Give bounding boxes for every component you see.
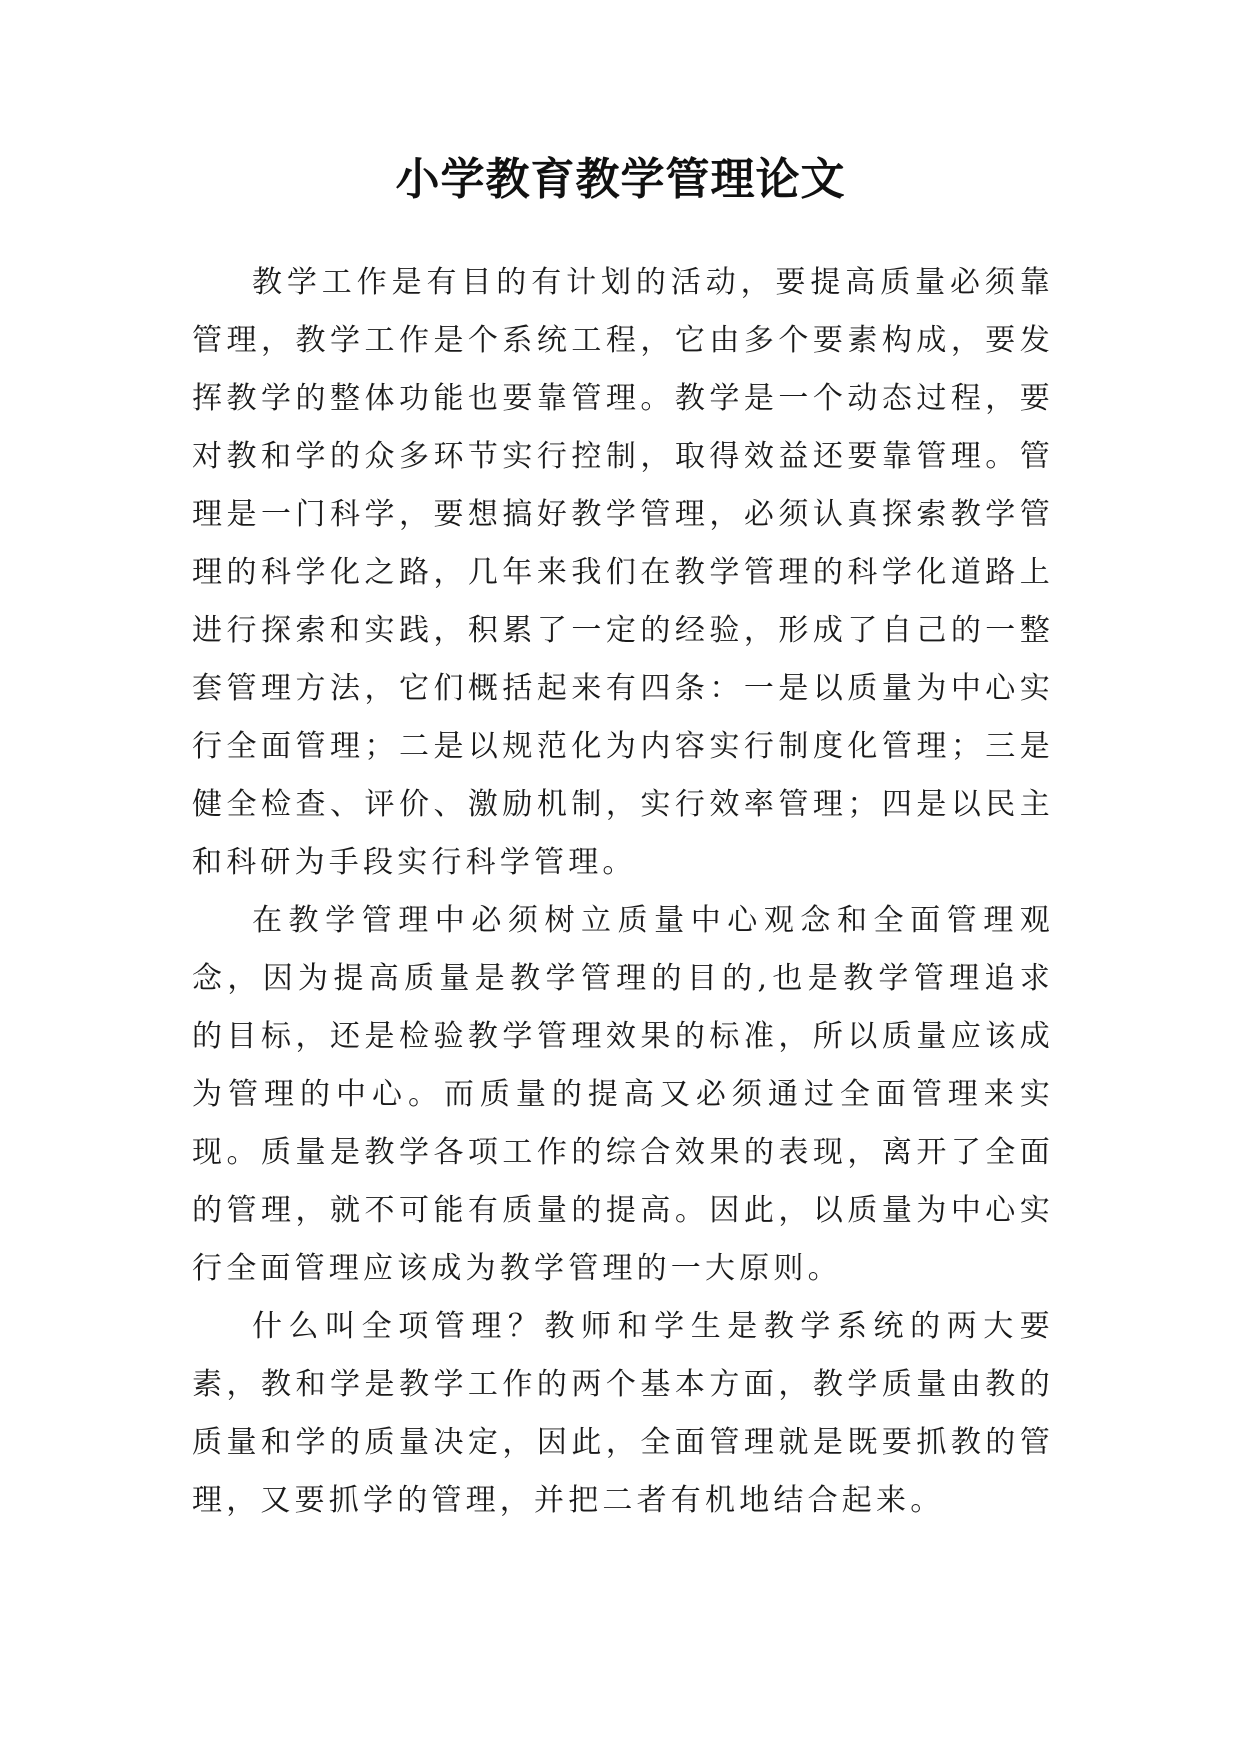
paragraph-1: 教学工作是有目的有计划的活动，要提高质量必须靠管理，教学工作是个系统工程，它由多个要素构成，要发挥教学的整体功能也要靠管理。教学是一个动态过程，要对教和学的众多环节实行控制，取得效益还要靠管理。管理是一门科学，要想搞好教学管理，必须认真探索教学管理的科学化之路，几年来我们在教学管理的科学化道路上进行探索和实践，积累了一定的经验，形成了自己的一整套管理方法，它们概括起来有四条：一是以质量为中心实行全面管理；二是以规范化为内容实行制度化管理；三是健全检查、评价、激励机制，实行效率管理；四是以民主和科研为手段实行科学管理。 (192, 265, 1054, 880)
document-title: 小学教育教学管理论文 (395, 154, 846, 205)
document-body (192, 254, 1054, 1530)
paragraph-2: 在教学管理中必须树立质量中心观念和全面管理观念，因为提高质量是教学管理的目的,也是教学管理追求的目标，还是检验教学管理效果的标准，所以质量应该成为管理的中心。而质量的提高又必须通过全面管理来实现。质量是教学各项工作的综合效果的表现，离开了全面的管理，就不可能有质量的提高。因此，以质量为中心实行全面管理应该成为教学管理的一大原则。 (192, 903, 1054, 1286)
paragraph-3: 什么叫全项管理？教师和学生是教学系统的两大要素，教和学是教学工作的两个基本方面，教学质量由教的质量和学的质量决定，因此，全面管理就是既要抓教的管理，又要抓学的管理，并把二者有机地结合起来。 (192, 1309, 1054, 1518)
